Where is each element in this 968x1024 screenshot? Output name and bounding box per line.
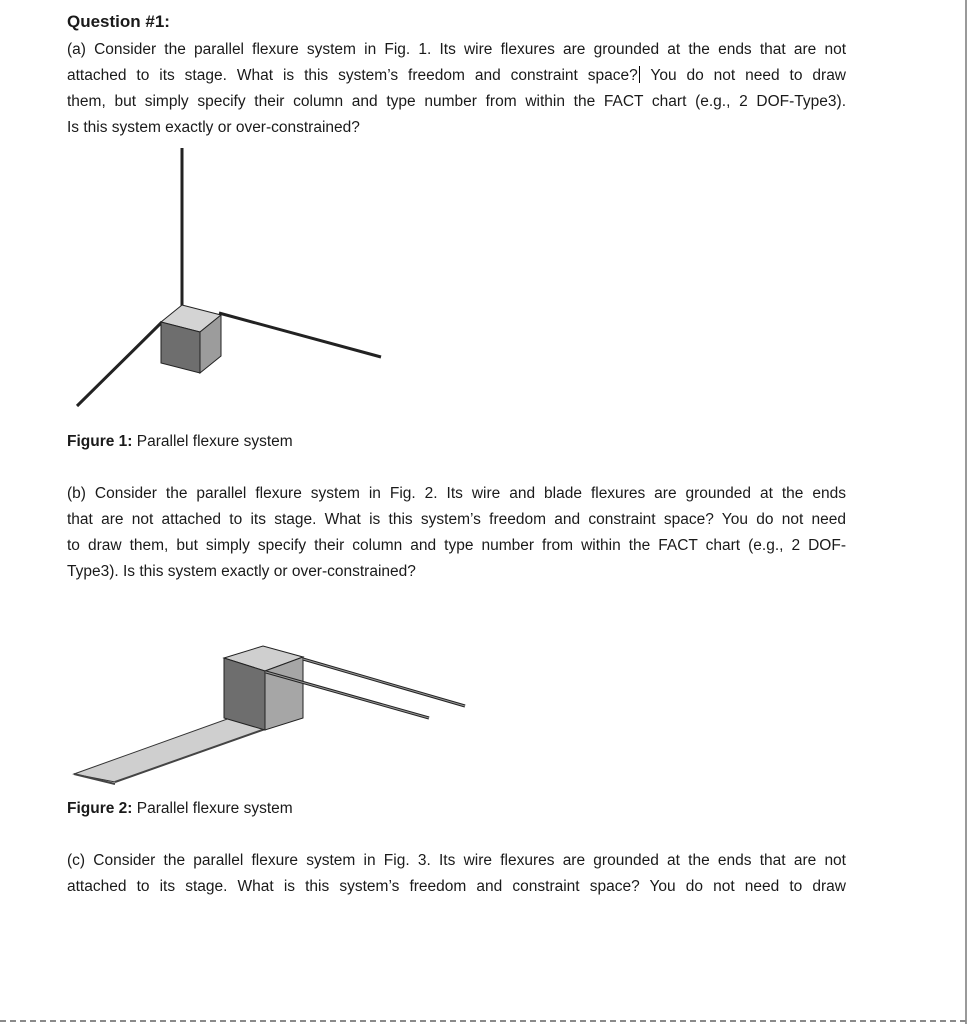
part-b-line-4: Type3). Is this system exactly or over-constrained?	[67, 563, 416, 580]
page-right-border	[965, 0, 967, 1024]
part-a-line-3: them, but simply specify their column and type number from within the FACT chart (e.g., 2 DOF-Type3).	[67, 93, 846, 110]
cube-front-face	[224, 658, 265, 730]
part-a-line-1: (a) Consider the parallel flexure system in Fig. 1. Its wire flexures are grounded at the ends that are not	[67, 41, 846, 58]
figure-1-caption-text: Parallel flexure system	[136, 433, 293, 450]
blade-flexure	[74, 718, 268, 782]
figure-2-caption	[67, 800, 293, 818]
question-heading: Question #1:	[67, 12, 170, 31]
page-break-line	[0, 1020, 966, 1022]
part-c-line-2: attached to its stage. What is this system’s freedom and constraint space? You do not need to draw	[67, 878, 846, 895]
figure-1-label: Figure 1:	[67, 433, 133, 450]
part-c-line-1: (c) Consider the parallel flexure system in Fig. 3. Its wire flexures are grounded at the ends that are not	[67, 852, 846, 869]
part-b-line-2: that are not attached to its stage. What is this system’s freedom and constraint space? You do not need	[67, 511, 846, 528]
part-a-line-2b: You do not need to draw	[650, 67, 847, 84]
part-b-line-1: (b) Consider the parallel flexure system in Fig. 2. Its wire and blade flexures are grounded at the ends	[67, 485, 846, 502]
part-c-paragraph[interactable]	[67, 848, 846, 900]
part-a-line-2a: attached to its stage. What is this system’s freedom and constraint space?	[67, 67, 638, 84]
figure-2-caption-text: Parallel flexure system	[136, 800, 293, 817]
part-b-line-3: to draw them, but simply specify their column and type number from within the FACT chart (e.g., 2 DOF-	[67, 537, 846, 554]
part-a-line-4: Is this system exactly or over-constrained?	[67, 119, 360, 136]
figure-2-label: Figure 2:	[67, 800, 133, 817]
